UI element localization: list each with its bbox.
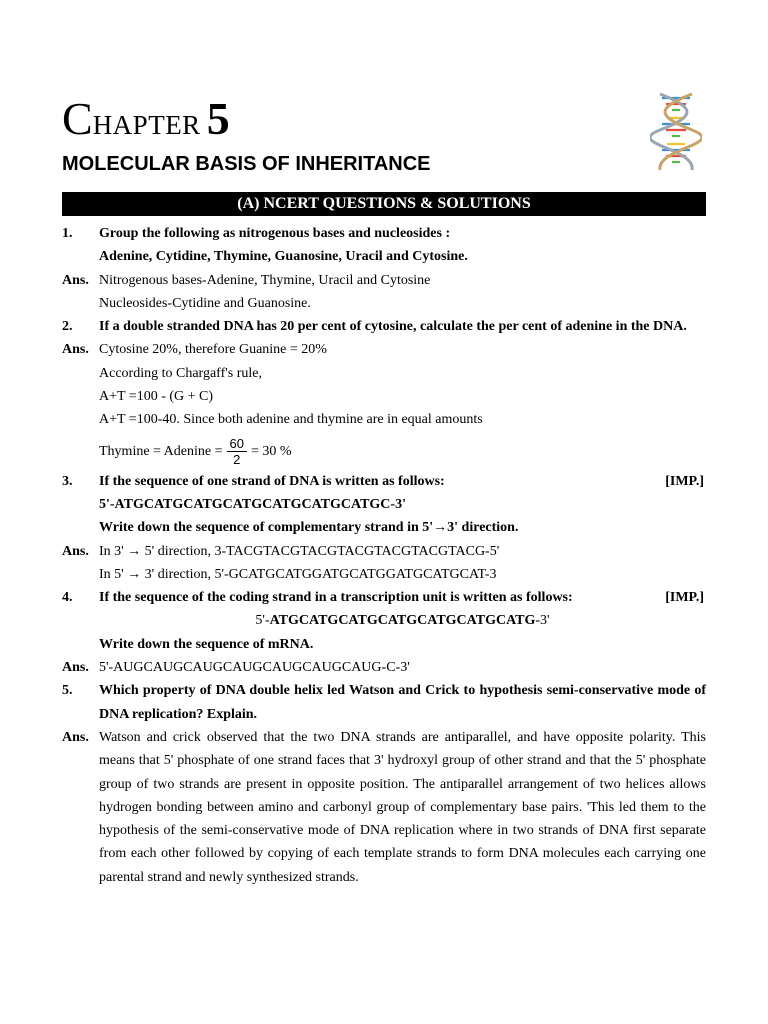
answer-text: In 3' → 5' direction, 3-TACGTACGTACGTACGTACGTACGTACG-5' — [99, 543, 500, 559]
dna-helix-icon — [650, 92, 702, 172]
answer-text: Watson and crick observed that the two DNA strands are antiparallel, and have opposite polarity. This means that 5' phosphate of one strand faces that 3' hydroxyl group of other strand and that the 5' phosphate group of two strands are present in opposite position. The antiparallel arrangement of two helices allows hydrogen bonding between amino and carbonyl group of complementary base pairs. 'This led them to the hypothesis of the semi-conservative mode of DNA replication where in two strands of DNA first separate from each other followed by copying of each template strands to form DNA molecules each carrying one parental strand and newly synthesized strands. — [99, 729, 706, 885]
answer-1 — [62, 269, 706, 292]
answer-text: Nitrogenous bases-Adenine, Thymine, Uracil and Cytosine — [99, 272, 431, 288]
question-3-sequence — [62, 493, 706, 516]
question-4-line — [62, 633, 706, 656]
question-text: If the sequence of one strand of DNA is written as follows: — [99, 473, 445, 489]
question-text: Write down the sequence of complementary strand in 5'→3' direction. — [99, 520, 519, 536]
answer-3-line — [62, 563, 706, 586]
equation-lhs: Thymine = Adenine = — [99, 443, 223, 459]
chapter-word: HAPTER — [92, 110, 201, 140]
answer-3 — [62, 540, 706, 563]
answer-4 — [62, 656, 706, 679]
qa-content — [62, 222, 706, 889]
answer-2-line — [62, 362, 706, 385]
question-4-sequence — [62, 609, 706, 632]
answer-label: Ans. — [62, 543, 89, 559]
answer-5 — [62, 726, 706, 889]
answer-text: A+T =100 - (G + C) — [99, 389, 214, 405]
question-3 — [62, 470, 706, 493]
answer-2-line — [62, 408, 706, 431]
answer-1-line — [62, 292, 706, 315]
importance-tag: [IMP.] — [665, 590, 704, 606]
answer-text: Nucleosides-Cytidine and Guanosine. — [99, 295, 311, 311]
answer-label: Ans. — [62, 342, 89, 358]
answer-label: Ans. — [62, 272, 89, 288]
fraction — [227, 436, 247, 467]
question-number: 3. — [62, 473, 73, 489]
answer-text: Cytosine 20%, therefore Guanine = 20% — [99, 342, 327, 358]
question-text: If a double stranded DNA has 20 per cent of cytosine, calculate the per cent of adenine in the DNA. — [99, 319, 687, 335]
answer-2 — [62, 338, 706, 361]
dna-sequence: 5'-ATGCATGCATGCATGCATGCATGCATGC-3' — [99, 496, 406, 512]
question-text: Which property of DNA double helix led Watson and Crick to hypothesis semi-conservative mode of DNA replication? Explain. — [99, 683, 706, 722]
question-text: Group the following as nitrogenous bases and nucleosides : — [99, 226, 451, 241]
sequence-suffix: -3' — [535, 613, 550, 629]
answer-2-equation — [62, 434, 706, 470]
question-text: Write down the sequence of mRNA. — [99, 636, 314, 652]
question-number: 5. — [62, 683, 73, 699]
question-5 — [62, 679, 706, 726]
answer-label: Ans. — [62, 729, 89, 745]
question-text: Adenine, Cytidine, Thymine, Guanosine, Uracil and Cytosine. — [99, 249, 468, 265]
question-number: 4. — [62, 590, 73, 606]
question-4 — [62, 586, 706, 609]
importance-tag: [IMP.] — [665, 473, 704, 489]
question-2 — [62, 315, 706, 338]
question-number: 2. — [62, 319, 73, 335]
fraction-numerator: 60 — [227, 436, 247, 452]
chapter-title: MOLECULAR BASIS OF INHERITANCE — [62, 153, 431, 175]
answer-label: Ans. — [62, 660, 89, 676]
answer-text: According to Chargaff's rule, — [99, 365, 262, 381]
chapter-heading — [62, 93, 230, 144]
sequence-prefix: 5'- — [255, 613, 270, 629]
question-3-line — [62, 516, 706, 539]
answer-text: 5'-AUGCAUGCAUGCAUGCAUGCAUGCAUG-C-3' — [99, 660, 410, 676]
coding-sequence: ATGCATGCATGCATGCATGCATGCATG — [269, 613, 536, 629]
chapter-number: 5 — [206, 93, 230, 144]
answer-text: A+T =100-40. Since both adenine and thymine are in equal amounts — [99, 412, 483, 428]
chapter-initial: C — [62, 93, 93, 144]
question-text: If the sequence of the coding strand in a transcription unit is written as follows: — [99, 590, 573, 606]
question-number: 1. — [62, 226, 73, 241]
question-1-line — [62, 245, 706, 268]
section-banner: (A) NCERT QUESTIONS & SOLUTIONS — [62, 192, 706, 216]
equation-rhs: = 30 % — [250, 443, 292, 459]
question-1 — [62, 222, 706, 245]
fraction-denominator: 2 — [233, 451, 241, 467]
answer-2-line — [62, 385, 706, 408]
answer-text: In 5' → 3' direction, 5'-GCATGCATGGATGCATGGATGCATGCAT-3 — [99, 566, 497, 582]
